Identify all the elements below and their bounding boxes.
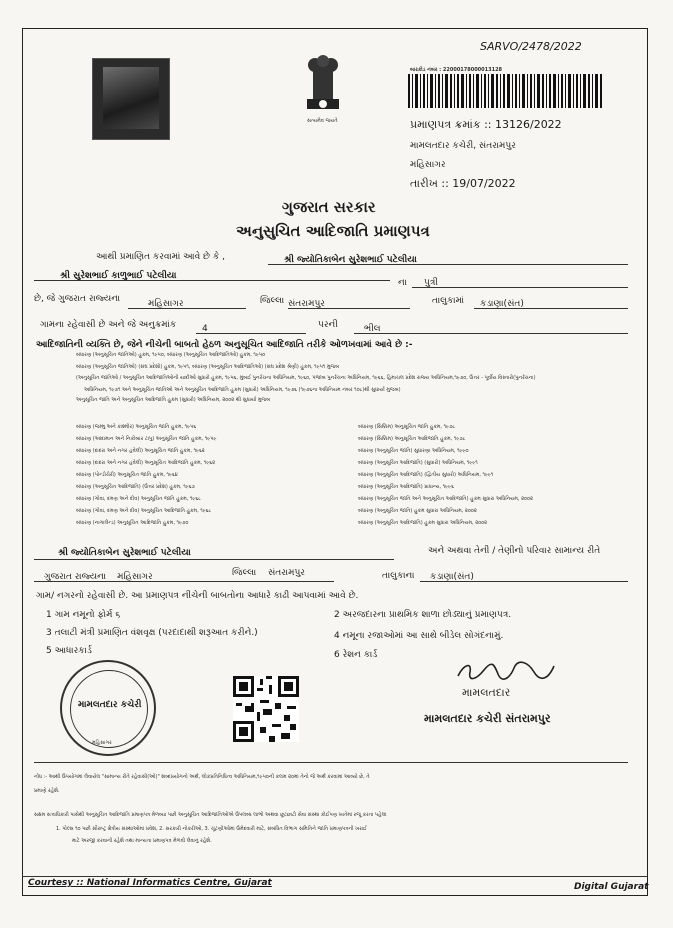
repeat-taluka-word: તાલુકાના	[382, 571, 415, 581]
village-label: ગામના રહેવાસી છે અને જે અનુક્રમાંક	[40, 320, 177, 330]
father-name-field	[34, 263, 390, 281]
barcode-number: બારકોડ નંબર : 22000178000013128	[410, 67, 503, 73]
issuer-district: મહિસાગર	[410, 160, 446, 170]
signatory-title: મામલતદાર	[462, 686, 511, 699]
relation-field	[412, 270, 628, 288]
seal-text: મામલતદાર કચેરી	[78, 700, 142, 710]
district-field-1	[128, 291, 246, 309]
repeat-district-1: મહિસાગર	[117, 572, 153, 582]
repeat-state: ગુજરાત રાજ્યના	[44, 572, 107, 582]
reference-number: SARVO/2478/2022	[480, 40, 582, 53]
issue-date: તારીખ :: 19/07/2022	[410, 177, 516, 190]
document-6: 6 રેશન કાર્ડ	[334, 650, 378, 660]
order-right-4: બંધારણ (અનુસૂચિત આદિજાતિ) (સુધારો) અધિનિયમ, ૧૯૯૧	[358, 460, 478, 466]
repeat-suffix: અને અથવા તેની / તેણીનો પરિવાર સામાન્ય રીતે	[428, 546, 601, 556]
repeat-taluka-field	[420, 564, 628, 582]
note-text-2: પ્રમાણે રહેશે.	[34, 788, 60, 794]
order-line-4: અધિનિયમ, ૧૯૭૧ અને અનુસૂચિત જાતિઓ અને અનુસૂચિત આદિજાતિ હુકમ (સુધારો) અધિનિયમ, ૧૯૭૬ (૧૯૭૬ના અધિનિયમ નંબર ૧૦૮)થી સુધાર્યા મુજબ)	[84, 387, 401, 393]
document-4: 4 નમૂના રજાઓમાં આ સાથે બીડેલ સોગંદનામું.	[334, 631, 504, 641]
footer-item: 1. પોલ્સ ૧૦ પછી સૌરાષ્ટ્ર ક્ષેત્રીય સંસ્થાઓમાં પ્રવેશ, 2. સરકારી નોકરીઓ, 3. ચૂંટણીઓમાં ઉમેદવારી માટે, સંબંધિત વિભાગ સમિતિને જાતિ પ્રમાણપત્રની ખરાઈ	[56, 826, 367, 832]
district-word: જિલ્લા	[260, 296, 285, 306]
signature-icon	[454, 658, 566, 684]
barcode-icon	[408, 74, 603, 108]
certificate-title: અનુસુચિત આદિજાતિ પ્રમાણપત્ર	[236, 222, 430, 240]
taluka-value: કડાણા(સંત)	[480, 299, 524, 309]
order-left-8: બંધારણ (ગોવા, દમણ અને દીવ) અનુસૂચિત આદિજાતિ હુકમ, ૧૯૬૮	[76, 508, 212, 514]
applicant-photo	[92, 58, 170, 140]
order-right-8: બંધારણ (અનુસૂચિત જાતિ) હુકમ સુધારા અધિનિયમ, ૨૦૦૨	[358, 508, 477, 514]
note-text: નોંધ :- આથી ઉપયોગમાં લેવાયેલ "સામાન્ય રીતે રહેવાસી(ઓ)" શબ્દપ્રયોગનો અર્થ, લોકપ્રતિનિધિત્વ અધિનિયમ,૧૯૫૦ની કલમ ૨૦માં તેનો જે અર્થ કરવામાં આવ્યો છે, તે	[34, 774, 370, 780]
district-value: સંતરામપુર	[288, 299, 325, 309]
document-3: 3 તલાટી મંત્રી પ્રમાણિત વંશવૃક્ષ (પરદાદાથી શરૂઆત કરીને.)	[46, 628, 258, 638]
repeat-taluka-value: કડાણા(સંત)	[430, 572, 474, 582]
taluka-field	[474, 291, 628, 309]
emblem-caption: સત્યમેવ જયતે	[307, 118, 338, 124]
signatory-office: મામલતદાર કચેરી સંતરામપુર	[424, 712, 551, 725]
district-field	[288, 291, 410, 309]
taluka-word: તાલુકામાં	[432, 296, 465, 306]
order-line-1: બંધારણ (અનુસૂચિત જાતિઓ) હુકમ, ૧૯૫૦, બંધારણ (અનુસૂચિત આદિજાતિઓ) હુકમ, ૧૯૫૦	[76, 352, 266, 358]
relation-value: પુત્રી	[424, 278, 438, 288]
document-2: 2 અરજદારના પ્રાથમિક શાળા છોડ્યાનું પ્રમાણપત્ર.	[334, 610, 512, 620]
order-right-9: બંધારણ (અનુસૂચિત આદિજાતિ) હુકમ સુધારા અધિનિયમ, ૨૦૦૨	[358, 520, 488, 526]
courtesy-text: Courtesy :: National Informatics Centre, Gujarat	[28, 878, 272, 888]
footer-text: સક્ષમ સત્તાધિકારી પાસેથી અનુસૂચિત આદિજાતિ પ્રમાણપત્ર મેળવ્યા પછી અનુસૂચિત આદિજાતિઓએ ઉપલબ્ધ લાભો અથવા છૂટછાટો સેવા સંસ્થા કોઈપણ ખાતેમાં રજૂ કરતા પહેલાં	[34, 812, 387, 818]
tribe-field	[354, 316, 628, 334]
document-5: 5 આધારકાર્ડ	[46, 646, 92, 656]
document-1: 1 ગામ નમૂનો ફોર્મ ૬	[46, 610, 121, 620]
state-emblem-icon	[295, 55, 351, 125]
order-right-2: બંધારણ (સિક્કિમ) અનુસૂચિત આદિજાતિ હુકમ, ૧૯૭૮	[358, 436, 466, 442]
father-name: શ્રી સુરેશભાઈ કાળુભાઈ પટેલીયા	[60, 271, 177, 281]
district-value-1: મહિસાગર	[148, 299, 184, 309]
serial-field	[196, 316, 306, 334]
repeat-district-value: સંતરામપુર	[268, 568, 305, 578]
order-line-2: બંધારણ (અનુસૂચિત જાતિઓ) (સંઘ પ્રદેશો) હુકમ, ૧૯૫૧, બંધારણ (અનુસૂચિત આદિજાતિઓ) (સંઘ પ્રદેશ શ્રેણી) હુકમ, ૧૯૫૧ મુજબ	[76, 364, 340, 370]
order-right-3: બંધારણ (અનુસૂચિત જાતિ) સુધારણા અધિનિયમ, ૧૯૯૦	[358, 448, 469, 454]
state-label: છે, જે ગુજરાત રાજ્યના	[34, 294, 121, 304]
relation-label: ના	[398, 278, 407, 288]
serial-suffix: પરની	[318, 320, 338, 330]
order-left-3: બંધારણ (દાદરા અને નગર હવેલી) અનુસૂચિત જાતિ હુકમ, ૧૯૬૨	[76, 448, 205, 454]
repeat-village: ગામ/ નગરનો રહેવાસી છે. આ પ્રમાણપત્ર નીચેની બાબતોના આધારે કાઢી આપવામાં આવે છે.	[36, 591, 359, 601]
seal-place: મહિસાગર	[92, 740, 112, 746]
order-right-1: બંધારણ (સિક્કિમ) અનુસૂચિત જાતિ હુકમ, ૧૯૭૮	[358, 424, 456, 430]
divider	[34, 762, 628, 763]
issuer-office: મામલતદાર કચેરી, સંતરામપુર	[410, 141, 516, 151]
footer-item-2: માટે અરજી કરવાની રહેશે તથા માન્યતા પ્રમાણપત્ર મેળવી લેવાનું રહેશે.	[72, 838, 212, 844]
qr-code-icon	[233, 676, 299, 742]
order-left-7: બંધારણ (ગોવા, દમણ અને દીવ) અનુસૂચિત જાતિ હુકમ, ૧૯૬૮	[76, 496, 201, 502]
government-title: ગુજરાત સરકાર	[282, 198, 376, 216]
repeat-name: શ્રી જ્યોતિકાબેન સુરેશભાઈ પટેલીયા	[58, 548, 191, 558]
order-left-4: બંધારણ (દાદરા અને નગર હવેલી) અનુસૂચિત આદિજાતિ હુકમ, ૧૯૬૨	[76, 460, 216, 466]
order-line-5: અનુસૂચિત જાતિ અને અનુસૂચિત આદિજાતિ હુકમ (સુધારો) અધિનિયમ, ૨૦૦૨ થી સુધાર્યા મુજબ	[76, 397, 271, 403]
serial-number: 4	[202, 324, 208, 334]
st-statement: આદિજાતિની વ્યક્તિ છે, જેને નીચેની બાબતો હેઠળ અનુસૂચિત આદિજાતિ તરીકે ઓળખવામાં આવે છે :-	[36, 340, 413, 350]
order-right-6: બંધારણ (અનુસૂચિત આદિજાતિ) પ્રાધાન્ય, ૧૯૯૬	[358, 484, 454, 490]
order-left-2: બંધારણ (આંદામાન અને નિકોબાર ટાપુ) અનુસૂચિત જાતિ હુકમ, ૧૯૫૯	[76, 436, 217, 442]
order-right-7: બંધારણ (અનુસૂચિત જાતિ અને અનુસૂચિત આદિજાતિ) હુકમ સુધારા અધિનિયમ, ૨૦૦૨	[358, 496, 533, 502]
order-right-5: બંધારણ (અનુસૂચિત આદિજાતિ) (દ્વિતીય સુધારો) અધિનિયમ, ૧૯૯૧	[358, 472, 494, 478]
order-left-1: બંધારણ (જમ્મુ અને કાશ્મીર) અનુસૂચિત જાતિ હુકમ, ૧૯૫૬	[76, 424, 197, 430]
applicant-name: શ્રી જ્યોતિકાબેન સુરેશભાઈ પટેલીયા	[284, 255, 417, 265]
certificate-number: પ્રમાણપત્ર ક્રમાંક :: 13126/2022	[410, 118, 562, 131]
brand-text: Digital Gujarat	[574, 882, 649, 892]
certify-text: આથી પ્રમાણિત કરવામાં આવે છે કે ,	[96, 252, 225, 262]
tribe-name: ભીલ	[364, 324, 381, 334]
repeat-district-word: જિલ્લા	[232, 568, 257, 578]
order-left-6: બંધારણ (અનુસૂચિત આદિજાતિ) (ઉત્તર પ્રદેશ) હુકમ, ૧૯૬૭	[76, 484, 195, 490]
repeat-name-field	[34, 540, 394, 560]
order-left-9: બંધારણ (નાગાલેન્ડ) અનુસૂચિત આદિજાતિ હુકમ, ૧૯૭૦	[76, 520, 189, 526]
order-line-3: (અનુસૂચિત જાતિઓ / અનુસૂચિત આદિજાતિઓની યાદીઓ સુધારો હુકમ, ૧૯૫૬, મુંબઈ પુનર્રચના અધિનિયમ, ૧૯૬૦, પંજાબ પુનર્રચના અધિનિયમ, ૧૯૬૬, હિમાચલ પ્રદેશ રાજ્ય અધિનિયમ,૧૯૭૦, ઉત્તર - પૂર્વીય વિસ્તારો(પુનર્રચના)	[76, 375, 536, 381]
footer-divider	[22, 876, 648, 877]
order-left-5: બંધારણ (પોન્ડીચેરી) અનુસૂચિત જાતિ હુકમ, ૧૯૬૪	[76, 472, 178, 478]
